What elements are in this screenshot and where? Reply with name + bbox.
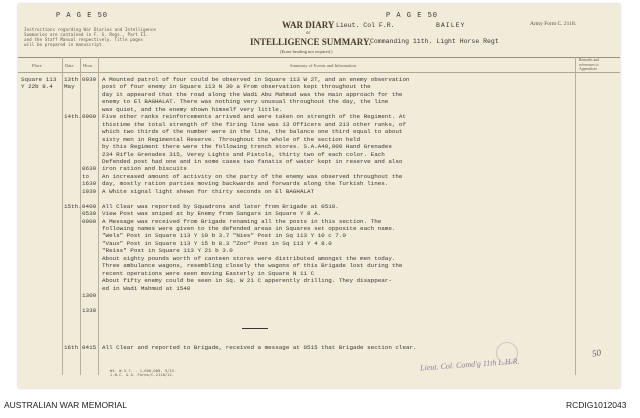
- summary-line: "Wels" Post in Square 113 Y 10 b 3.7 "Nies" Post in Sq 113 Y 10 c 7.0: [102, 232, 346, 240]
- summary-line: ed in Wadi Mahmud at 1540: [102, 284, 191, 292]
- title-or: or: [306, 31, 311, 36]
- summary-line: by this Regiment there were the following trench stores. S.A.A40,000 Hand Grenades: [102, 143, 392, 151]
- place-line-1: Square 113: [21, 76, 57, 83]
- date-entry: May: [64, 83, 75, 91]
- header-divider: [18, 72, 620, 73]
- summary-line: thistime the total strength of the firing line was 13 Officers and 213 other ranks, of: [102, 120, 407, 128]
- struck-word-line: [242, 328, 268, 329]
- hour-entry: 0900: [82, 113, 97, 121]
- col-head-hour: Hour: [83, 63, 93, 68]
- place-line-2: Y 22b 8.4: [21, 83, 53, 90]
- handwritten-page-number: 50: [591, 347, 602, 359]
- archive-name: AUSTRALIAN WAR MEMORIAL: [4, 400, 127, 410]
- col-divider-1: [62, 57, 63, 375]
- hour-entry: 0400: [82, 202, 97, 210]
- col-divider-4: [575, 57, 576, 375]
- date-entry: 15th.: [64, 202, 82, 210]
- hour-entry: 0930: [82, 76, 97, 83]
- erase-note: (Erase heading not required.): [280, 49, 333, 54]
- hour-entry: 1300: [82, 292, 97, 300]
- unit-name: Commanding 11th. Light Horse Regt: [370, 38, 499, 45]
- summary-line: sixty men in Regimental Reserve. Throughout the whole of the section held: [102, 135, 361, 143]
- summary-line: enemy to El BAGHALAT. There was nothing very unusual throughout the day, the line: [102, 98, 389, 106]
- printer-note-1: Wt. W.5-7... 1,000,000. 9/15.: [110, 368, 177, 373]
- summary-line: A Mounted patrol of four could be observed in Square 113 W 2T, and an enemy observation: [102, 76, 410, 83]
- summary-line: day, mostly ration parties moving backwards and forwards along the Turkish lines.: [102, 180, 389, 188]
- summary-line: Three ambulance wagons, resembling closely the wagons of this Brigade lost during the: [102, 262, 403, 270]
- hour-entry: 1630: [82, 180, 97, 188]
- hour-entry: 1330: [82, 306, 97, 314]
- col-divider-3: [98, 57, 99, 375]
- col-divider-2: [80, 57, 81, 375]
- ink-stamp: [496, 342, 518, 364]
- summary-line: "Reiss" Post in Square 113 Y 21 b 3.0: [102, 247, 233, 255]
- summary-line: An increased amount of activity on the party of the enemy was observed throughout the: [102, 172, 403, 180]
- instructions-line-2: Summaries are contained in F. S. Regs., Part II.: [24, 33, 149, 38]
- hour-entry: 1930: [82, 187, 97, 195]
- remarks-line-1: Remarks and: [579, 58, 599, 62]
- summary-line: About fifty enemy could be seen in Sq. W 21 C apperently drilling. They disappear-: [102, 277, 392, 285]
- summary-line: post of four enemy in Square 113 N 30 a From observation kept throughout the: [102, 83, 371, 91]
- summary-line: A Message was received from Brigade renaming all the posts in this section. The: [102, 217, 382, 225]
- officer-signature: Lieut. Col. Comd'g 11th L.H.R.: [419, 356, 520, 373]
- officer-surname: BAILEY: [436, 22, 466, 29]
- hour-entry: to: [82, 172, 90, 180]
- summary-line: recent operations were seen moving Easterly in Square N 11 C: [102, 269, 315, 277]
- summary-line: following names were given to the defended areas in Squares set opposite each name.: [102, 225, 396, 232]
- summary-line: A White signal light shewn for thirty seconds on El BAGHALAT: [102, 187, 315, 195]
- archive-id: RCDIG1012043: [566, 400, 627, 410]
- summary-line: Defended post had one and in some cases two fanatis of water kept in reserve and also: [102, 157, 403, 165]
- date-entry: 13th: [64, 76, 79, 83]
- summary-line: "Vaux" Post in Square 113 Y 15 b 8.3 "Zoo" Post in Sq 113 Y 4 8.0: [102, 239, 332, 247]
- page-label-left: P A G E 50: [56, 12, 109, 20]
- printer-note-2: J.B.C. & A. Forms/C.2118/12.: [110, 372, 175, 377]
- instructions-line-4: will be prepared in manuscript.: [24, 43, 105, 48]
- remarks-line-2: references to: [579, 62, 599, 67]
- date-entry: 14th.: [64, 113, 82, 121]
- diary-page: [18, 4, 620, 388]
- col-head-place: Place: [32, 63, 42, 68]
- remarks-line-3: Appendices: [579, 67, 597, 72]
- summary-line: All Clear was reported by Squadrons and later from Brigade at 0510.: [102, 202, 339, 210]
- intelligence-summary-title: INTELLIGENCE SUMMARY.: [250, 37, 371, 47]
- summary-line: 234 Rifle Grenades 315, Verey Lights and Pistols, thirty two of each color. Each: [102, 150, 385, 158]
- summary-line: iron ration and biscuits: [102, 165, 187, 173]
- officer-name: Lieut. Col F.R.: [336, 22, 395, 29]
- form-number: Army Form C. 2118.: [530, 21, 577, 27]
- col-head-summary: Summary of Events and Information: [290, 63, 356, 68]
- summary-line: All Clear and reported to Brigade, received a message at 0515 that Brigade section clear.: [102, 344, 417, 352]
- war-diary-title: WAR DIARY: [282, 20, 335, 30]
- date-entry: 16th: [64, 344, 79, 352]
- summary-line: About eighty pounds worth of canteen stores were distributed amongst the men today.: [102, 254, 396, 262]
- hour-entry: 0530: [82, 210, 97, 218]
- instructions-line-3: and the Staff Manual respectively. Title pages: [24, 38, 143, 43]
- summary-line: View Post was sniped at by Enemy from Sangars in Square Y 8 A.: [102, 210, 322, 218]
- hour-entry: 0630: [82, 165, 97, 173]
- col-head-date: Date: [65, 63, 74, 68]
- col-head-remarks: [579, 58, 599, 72]
- instructions-line-1: Instructions regarding War Diaries and Intelligence: [24, 28, 156, 33]
- hour-entry: 0900: [82, 217, 97, 225]
- summary-line: was quiet, and the enemy shown himself very little.: [102, 105, 283, 113]
- summary-line: Five other ranks reinforcements arrived and were taken on strength of the Regiment. At: [102, 113, 407, 121]
- table-top-border: [18, 57, 620, 58]
- page-label-right: P A G E 50: [386, 12, 439, 20]
- summary-line: which two thirds of the number were in the line, the balance one third equal to about: [102, 128, 403, 136]
- hour-entry: 0415: [82, 344, 97, 352]
- summary-line: day it appeared that the road along the Wadi Abu Mahmud was the main approach for the: [102, 90, 403, 98]
